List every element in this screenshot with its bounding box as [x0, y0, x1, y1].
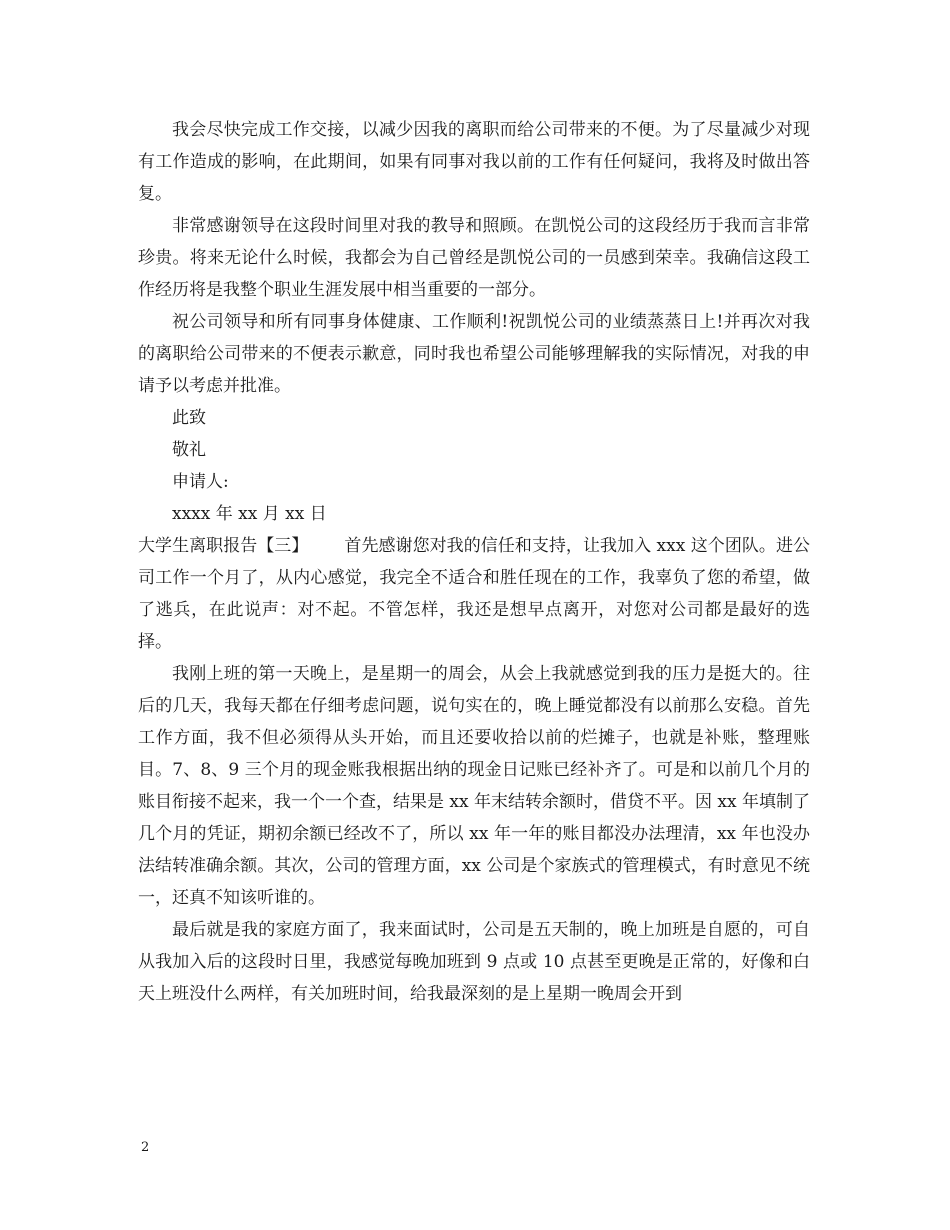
paragraph-family: 最后就是我的家庭方面了，我来面试时，公司是五天制的，晚上加班是自愿的，可自从我加入后的这段时日里，我感觉每晚加班到 9 点或 10 点甚至更晚是正常的，好像和白天上班没什么两样，有关加班时间，给我最深刻的是上星期一晚周会开到 — [138, 920, 810, 1004]
paragraph-wishes: 祝公司领导和所有同事身体健康、工作顺利!祝凯悦公司的业绩蒸蒸日上!并再次对我的离职给公司带来的不便表示歉意，同时我也希望公司能够理解我的实际情况，对我的申请予以考虑并批准。 — [138, 312, 810, 396]
date-line: xxxx 年 xx 月 xx 日 — [172, 504, 327, 524]
paragraph-thanks: 非常感谢领导在这段时间里对我的教导和照顾。在凯悦公司的这段经历于我而言非常珍贵。将来无论什么时候，我都会为自己曾经是凯悦公司的一员感到荣幸。我确信这段工作经历将是我整个职业生涯发展中相当重要的一部分。 — [138, 216, 810, 300]
closing-regards: 此致 — [172, 408, 206, 428]
section-first-paragraph: 首先感谢您对我的信任和支持，让我加入 xxx 这个团队。进公司工作一个月了，从内心感觉，我完全不适合和胜任现在的工作，我辜负了您的希望，做了逃兵，在此说声：对不起。不管怎样，我还是想早点离开，对您对公司都是最好的选择。 — [138, 536, 810, 652]
section-three — [138, 530, 810, 658]
paragraph-pressure: 我刚上班的第一天晚上，是星期一的周会，从会上我就感觉到我的压力是挺大的。往后的几天，我每天都在仔细考虑问题，说句实在的，晚上睡觉都没有以前那么安稳。首先工作方面，我不但必须得从头开始，而且还要收拾以前的烂摊子，也就是补账，整理账目。7、8、9 三个月的现金账我根据出纳的现金日记账已经补齐了。可是和以前几个月的账目衔接不起来，我一个一个查，结果是 xx 年末结转余额时，借贷不平。因 xx 年填制了几个月的凭证，期初余额已经改不了，所以 xx 年一年的账目都没办法理清，xx 年也没办法结转准确余额。其次，公司的管理方面，xx 公司是个家族式的管理模式，有时意见不统一，还真不知该听谁的。 — [138, 664, 810, 908]
document-body — [138, 114, 810, 1010]
closing-salute: 敬礼 — [172, 440, 206, 460]
paragraph-handover: 我会尽快完成工作交接，以减少因我的离职而给公司带来的不便。为了尽量减少对现有工作造成的影响，在此期间，如果有同事对我以前的工作有任何疑问，我将及时做出答复。 — [138, 120, 810, 204]
applicant-line: 申请人: — [172, 472, 229, 492]
page-number: 2 — [141, 1140, 150, 1155]
section-heading: 大学生离职报告【三】 — [138, 536, 309, 556]
